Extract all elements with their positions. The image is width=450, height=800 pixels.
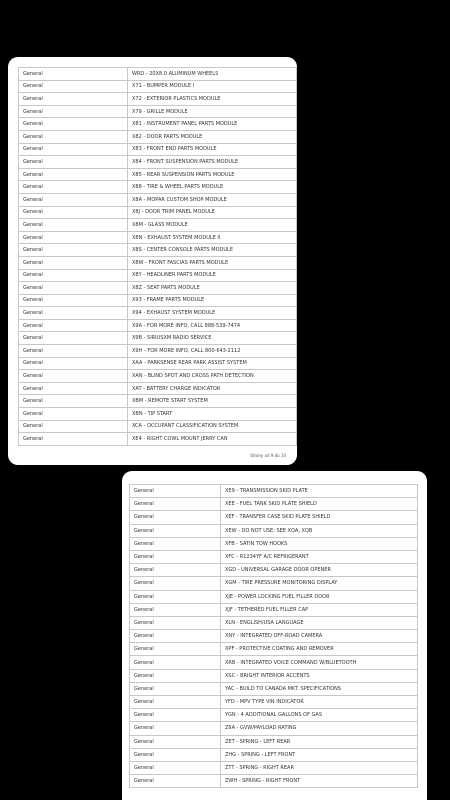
table-row bbox=[19, 269, 297, 282]
category-cell: General bbox=[130, 761, 221, 774]
option-cell: X85 - REAR SUSPENSION PARTS MODULE bbox=[128, 168, 297, 181]
table-row bbox=[130, 603, 418, 616]
category-cell: General bbox=[19, 256, 128, 269]
option-cell: ZWH - SPRING - RIGHT FRONT bbox=[221, 775, 418, 788]
category-cell: General bbox=[130, 590, 221, 603]
category-cell: General bbox=[130, 643, 221, 656]
table-row bbox=[19, 319, 297, 332]
option-cell: X71 - BUMPER MODULE I bbox=[128, 80, 297, 93]
option-cell: XEF - TRANSFER CASE SKID PLATE SHIELD bbox=[221, 511, 418, 524]
option-cell: YFD - MPV TYPE VIN INDICATOR bbox=[221, 696, 418, 709]
category-cell: General bbox=[130, 775, 221, 788]
category-cell: General bbox=[19, 395, 128, 408]
table-row bbox=[130, 682, 418, 695]
category-cell: General bbox=[130, 735, 221, 748]
table-row bbox=[19, 433, 297, 446]
table-row bbox=[19, 282, 297, 295]
category-cell: General bbox=[130, 498, 221, 511]
option-cell: XSC - BRIGHT INTERIOR ACCENTS bbox=[221, 669, 418, 682]
table-row bbox=[19, 420, 297, 433]
category-cell: General bbox=[19, 181, 128, 194]
document-page-2 bbox=[122, 471, 427, 800]
table-row bbox=[130, 550, 418, 563]
table-row bbox=[130, 669, 418, 682]
option-cell: WRD - 20X8.0 ALUMINUM WHEELS bbox=[128, 68, 297, 81]
table-row bbox=[19, 143, 297, 156]
option-cell: XGD - UNIVERSAL GARAGE DOOR OPENER bbox=[221, 564, 418, 577]
category-cell: General bbox=[130, 577, 221, 590]
table-row bbox=[19, 294, 297, 307]
table-row bbox=[19, 256, 297, 269]
table-row bbox=[130, 630, 418, 643]
option-cell: XJE - POWER LOCKING FUEL FILLER DOOR bbox=[221, 590, 418, 603]
option-cell: XRB - INTEGRATED VOICE COMMAND W/BLUETOOTH bbox=[221, 656, 418, 669]
category-cell: General bbox=[19, 408, 128, 421]
table-row bbox=[19, 332, 297, 345]
table-row bbox=[19, 357, 297, 370]
option-cell: XEE - FUEL TANK SKID PLATE SHIELD bbox=[221, 498, 418, 511]
option-cell: X93 - FRAME PARTS MODULE bbox=[128, 294, 297, 307]
table-row bbox=[19, 168, 297, 181]
option-cell: Z6A - GVW/PAYLOAD RATING bbox=[221, 722, 418, 735]
option-cell: X9H - FOR MORE INFO, CALL 800-643-2112 bbox=[128, 345, 297, 358]
category-cell: General bbox=[19, 105, 128, 118]
table-row bbox=[19, 244, 297, 257]
category-cell: General bbox=[19, 68, 128, 81]
table-row bbox=[19, 219, 297, 232]
category-cell: General bbox=[19, 294, 128, 307]
option-cell: X8A - MOPAR CUSTOM SHOP MODULE bbox=[128, 193, 297, 206]
document-page-1 bbox=[8, 57, 297, 465]
option-cell: XPF - PROTECTIVE COATING AND REMOVER bbox=[221, 643, 418, 656]
category-cell: General bbox=[19, 168, 128, 181]
category-cell: General bbox=[130, 524, 221, 537]
table-row bbox=[130, 537, 418, 550]
category-cell: General bbox=[130, 722, 221, 735]
category-cell: General bbox=[130, 630, 221, 643]
table-row bbox=[130, 696, 418, 709]
table-row bbox=[19, 93, 297, 106]
category-cell: General bbox=[19, 433, 128, 446]
option-cell: YGN - 4 ADDITIONAL GALLONS OF GAS bbox=[221, 709, 418, 722]
category-cell: General bbox=[130, 537, 221, 550]
table-row bbox=[130, 524, 418, 537]
category-cell: General bbox=[19, 130, 128, 143]
category-cell: General bbox=[19, 282, 128, 295]
option-cell: ZET - SPRING - LEFT REAR bbox=[221, 735, 418, 748]
category-cell: General bbox=[19, 93, 128, 106]
page-footer: Strony od 9 do 10 bbox=[250, 453, 286, 458]
table-row bbox=[19, 395, 297, 408]
table-row bbox=[130, 485, 418, 498]
option-cell: XFC - R1234YF A/C REFRIGERANT bbox=[221, 550, 418, 563]
category-cell: General bbox=[130, 511, 221, 524]
option-cell: ZHG - SPRING - LEFT FRONT bbox=[221, 748, 418, 761]
option-cell: XBM - REMOTE START SYSTEM bbox=[128, 395, 297, 408]
category-cell: General bbox=[19, 382, 128, 395]
option-cell: XE9 - TRANSMISSION SKID PLATE bbox=[221, 485, 418, 498]
category-cell: General bbox=[19, 244, 128, 257]
option-cell: X8J - DOOR TRIM PANEL MODULE bbox=[128, 206, 297, 219]
table-row bbox=[19, 118, 297, 131]
option-cell: X88 - TIRE & WHEEL PARTS MODULE bbox=[128, 181, 297, 194]
option-cell: XLN - ENGLISH/USA LANGUAGE bbox=[221, 616, 418, 629]
category-cell: General bbox=[19, 193, 128, 206]
category-cell: General bbox=[19, 219, 128, 232]
category-cell: General bbox=[130, 603, 221, 616]
table-row bbox=[19, 156, 297, 169]
table-row bbox=[130, 498, 418, 511]
option-cell: X9B - SIRIUSXM RADIO SERVICE bbox=[128, 332, 297, 345]
category-cell: General bbox=[19, 156, 128, 169]
table-row bbox=[130, 590, 418, 603]
option-cell: XCA - OCCUPANT CLASSIFICATION SYSTEM bbox=[128, 420, 297, 433]
category-cell: General bbox=[19, 269, 128, 282]
option-cell: X84 - FRONT SUSPENSION PARTS MODULE bbox=[128, 156, 297, 169]
option-cell: X83 - FRONT END PARTS MODULE bbox=[128, 143, 297, 156]
table-row bbox=[130, 748, 418, 761]
option-cell: XGM - TIRE PRESSURE MONITORING DISPLAY bbox=[221, 577, 418, 590]
option-cell: XBN - TIP START bbox=[128, 408, 297, 421]
table-row bbox=[19, 105, 297, 118]
table-row bbox=[130, 761, 418, 774]
category-cell: General bbox=[19, 420, 128, 433]
table-row bbox=[130, 735, 418, 748]
table-row bbox=[19, 181, 297, 194]
category-cell: General bbox=[19, 143, 128, 156]
category-cell: General bbox=[19, 118, 128, 131]
table-row bbox=[130, 643, 418, 656]
option-cell: XEW - DO NOT USE; SEE XQA, XQB bbox=[221, 524, 418, 537]
category-cell: General bbox=[130, 669, 221, 682]
category-cell: General bbox=[130, 709, 221, 722]
category-cell: General bbox=[19, 80, 128, 93]
option-cell: XE4 - RIGHT COWL MOUNT JERRY CAN bbox=[128, 433, 297, 446]
option-cell: XAA - PARKSENSE REAR PARK ASSIST SYSTEM bbox=[128, 357, 297, 370]
option-cell: X8N - EXHAUST SYSTEM MODULE II bbox=[128, 231, 297, 244]
table-row bbox=[19, 408, 297, 421]
table-row bbox=[130, 577, 418, 590]
options-table-page-1 bbox=[18, 67, 297, 446]
option-cell: XJF - TETHERED FUEL FILLER CAP bbox=[221, 603, 418, 616]
option-cell: XNY - INTEGRATED OFF-ROAD CAMERA bbox=[221, 630, 418, 643]
option-cell: X8S - CENTER CONSOLE PARTS MODULE bbox=[128, 244, 297, 257]
option-cell: X82 - DOOR PARTS MODULE bbox=[128, 130, 297, 143]
table-row bbox=[19, 193, 297, 206]
table-row bbox=[19, 206, 297, 219]
category-cell: General bbox=[19, 307, 128, 320]
category-cell: General bbox=[130, 550, 221, 563]
table-row bbox=[19, 382, 297, 395]
table-row bbox=[19, 130, 297, 143]
category-cell: General bbox=[19, 206, 128, 219]
category-cell: General bbox=[19, 345, 128, 358]
option-cell: X79 - GRILLE MODULE bbox=[128, 105, 297, 118]
option-cell: X8Z - SEAT PARTS MODULE bbox=[128, 282, 297, 295]
option-cell: XFB - SATIN TOW HOOKS bbox=[221, 537, 418, 550]
category-cell: General bbox=[19, 332, 128, 345]
option-cell: X94 - EXHAUST SYSTEM MODULE bbox=[128, 307, 297, 320]
option-cell: X8Y - HEADLINER PARTS MODULE bbox=[128, 269, 297, 282]
category-cell: General bbox=[19, 319, 128, 332]
category-cell: General bbox=[130, 656, 221, 669]
option-cell: X81 - INSTRUMENT PANEL PARTS MODULE bbox=[128, 118, 297, 131]
table-row bbox=[19, 231, 297, 244]
category-cell: General bbox=[130, 748, 221, 761]
option-cell: ZTT - SPRING - RIGHT REAR bbox=[221, 761, 418, 774]
category-cell: General bbox=[130, 564, 221, 577]
table-row bbox=[19, 370, 297, 383]
options-table-page-2 bbox=[129, 484, 418, 788]
category-cell: General bbox=[19, 231, 128, 244]
table-row bbox=[130, 564, 418, 577]
table-row bbox=[19, 345, 297, 358]
option-cell: YAC - BUILD TO CANADA MKT. SPECIFICATIONS bbox=[221, 682, 418, 695]
table-row bbox=[130, 656, 418, 669]
category-cell: General bbox=[130, 696, 221, 709]
table-row bbox=[130, 709, 418, 722]
table-row bbox=[130, 722, 418, 735]
option-cell: XAT - BATTERY CHARGE INDICATOR bbox=[128, 382, 297, 395]
table-row bbox=[130, 775, 418, 788]
category-cell: General bbox=[130, 485, 221, 498]
option-cell: XAN - BLIND SPOT AND CROSS PATH DETECTION bbox=[128, 370, 297, 383]
table-row bbox=[19, 68, 297, 81]
table-row bbox=[19, 307, 297, 320]
option-cell: X9A - FOR MORE INFO, CALL 888-539-7474 bbox=[128, 319, 297, 332]
category-cell: General bbox=[19, 357, 128, 370]
category-cell: General bbox=[130, 616, 221, 629]
option-cell: X8M - GLASS MODULE bbox=[128, 219, 297, 232]
category-cell: General bbox=[19, 370, 128, 383]
option-cell: X8W - FRONT FASCIAS PARTS MODULE bbox=[128, 256, 297, 269]
table-row bbox=[19, 80, 297, 93]
option-cell: X72 - EXTERIOR PLASTICS MODULE bbox=[128, 93, 297, 106]
table-row bbox=[130, 616, 418, 629]
table-row bbox=[130, 511, 418, 524]
category-cell: General bbox=[130, 682, 221, 695]
